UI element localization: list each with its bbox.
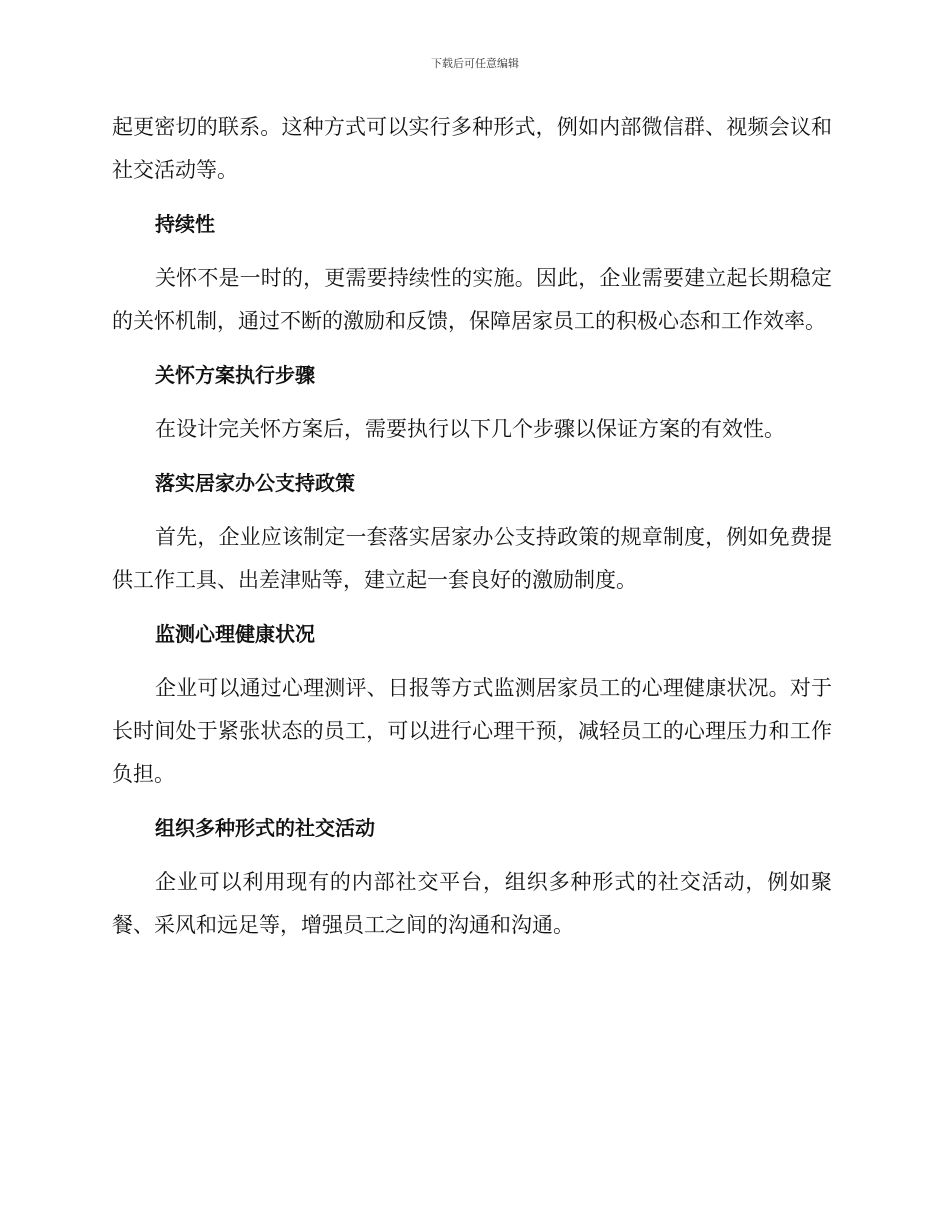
- section-heading-execution-steps: 关怀方案执行步骤: [155, 363, 315, 387]
- paragraph-continuation: 起更密切的联系。这种方式可以实行多种形式，例如内部微信群、视频会议和社交活动等。: [112, 115, 832, 182]
- section-heading-mental-health: 监测心理健康状况: [155, 622, 315, 646]
- page-header: 下载后可任意编辑: [431, 57, 519, 70]
- paragraph-support-policy: 首先，企业应该制定一套落实居家办公支持政策的规章制度，例如免费提供工作工具、出差津贴等，建立起一套良好的激励制度。: [112, 525, 832, 592]
- paragraph-execution-steps: 在设计完关怀方案后，需要执行以下几个步骤以保证方案的有效性。: [155, 417, 785, 441]
- paragraph-mental-health: 企业可以通过心理测评、日报等方式监测居家员工的心理健康状况。对于长时间处于紧张状态的员工，可以进行心理干预，减轻员工的心理压力和工作负担。: [112, 676, 832, 786]
- document-body: [112, 106, 832, 958]
- paragraph-sustainability: 关怀不是一时的，更需要持续性的实施。因此，企业需要建立起长期稳定的关怀机制，通过不断的激励和反馈，保障居家员工的积极心态和工作效率。: [112, 266, 832, 333]
- paragraph-social-activities: 企业可以利用现有的内部社交平台，组织多种形式的社交活动，例如聚餐、采风和远足等，增强员工之间的沟通和沟通。: [112, 870, 832, 937]
- section-heading-social-activities: 组织多种形式的社交活动: [155, 816, 375, 840]
- section-heading-support-policy: 落实居家办公支持政策: [155, 471, 355, 495]
- section-heading-sustainability: 持续性: [155, 212, 215, 236]
